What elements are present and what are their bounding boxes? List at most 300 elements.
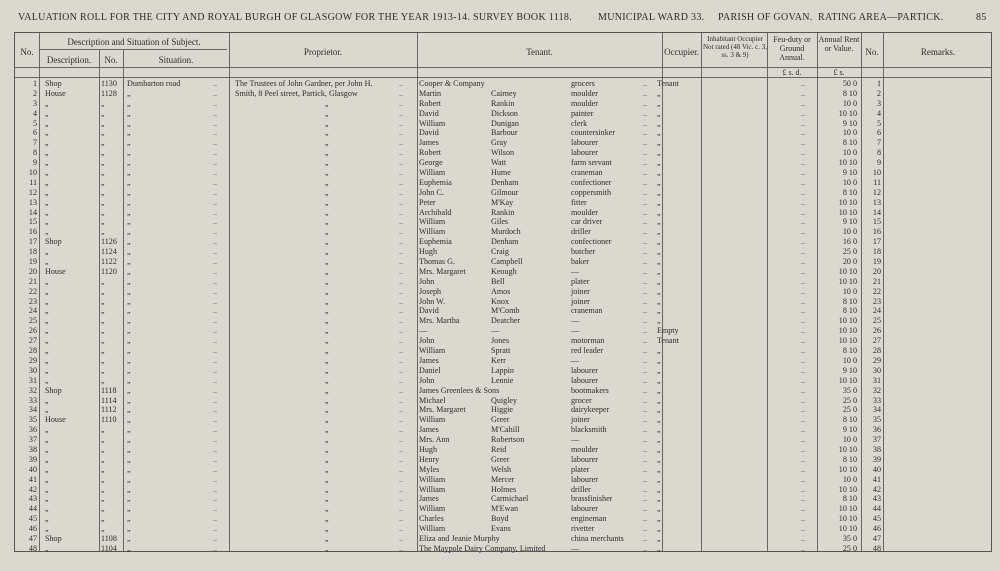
tenant-surname: Higgie [491,405,514,415]
entry-number-right: 12 [872,187,881,197]
occupier-status: „ [657,108,661,118]
occupation: labourer [571,474,598,484]
description: „ [45,543,49,553]
occupation: labourer [571,138,598,148]
leader-dots: .. [399,247,404,257]
leader-dots: .. [801,79,806,88]
occupation: dairykeeper [571,405,610,415]
entry-number-right: 48 [872,543,881,553]
leader-dots: .. [399,118,404,128]
description: „ [45,405,49,415]
entry-number-right: 36 [872,425,881,435]
house-number: 1114 [101,395,117,405]
col-occupier: Occupier. [664,47,699,57]
occupation: motorman [571,336,605,346]
description: „ [45,168,49,178]
proprietor-cell: „ [325,375,329,385]
occupation: joiner [571,296,590,306]
annual-rent: 9 10 [842,425,857,435]
leader-dots: .. [399,316,404,326]
house-number: „ [101,504,105,514]
leader-dots: .. [801,168,806,178]
situation: „ [127,257,131,267]
tenant-first-name: Mrs. Margaret [419,266,466,276]
entry-number: 34 [28,405,37,415]
annual-rent: 25 0 [842,405,857,415]
occupier-status: „ [657,197,661,207]
entry-number-right: 13 [872,197,881,207]
tenant-first-name: William [419,217,446,227]
occupier-status: „ [657,306,661,316]
occupation: brassfinisher [571,494,613,504]
tenant-first-name: David [419,128,439,138]
leader-dots: .. [213,207,218,217]
entry-number-right: 4 [876,108,881,118]
leader-dots: .. [399,237,404,247]
leader-dots: .. [643,158,648,168]
proprietor-cell: „ [325,177,329,187]
occupier-status: „ [657,276,661,286]
municipal-ward: MUNICIPAL WARD 33. [598,12,705,23]
leader-dots: .. [801,257,806,267]
entry-number: 8 [32,148,37,158]
entry-number: 6 [32,128,37,138]
leader-dots: .. [213,227,218,237]
entry-number-right: 46 [872,524,881,534]
roll-table [14,32,992,552]
entry-number: 9 [32,158,37,168]
leader-dots: .. [213,533,218,543]
leader-dots: .. [213,444,218,454]
situation: „ [127,336,131,346]
situation: „ [127,355,131,365]
occupier-status: „ [657,207,661,217]
leader-dots: .. [643,266,648,276]
leader-dots: .. [801,365,806,375]
table-row [15,208,993,218]
occupier-status: „ [657,395,661,405]
leader-dots: .. [801,494,806,504]
leader-dots: .. [643,128,648,138]
leader-dots: .. [643,454,648,464]
house-number: „ [101,524,105,534]
leader-dots: .. [213,197,218,207]
tenant-first-name: Henry [419,454,440,464]
entry-number: 5 [32,118,37,128]
leader-dots: .. [801,88,806,98]
leader-dots: .. [399,296,404,306]
situation: „ [127,247,131,257]
table-row [15,287,993,297]
occupier-status: „ [657,514,661,524]
tenant-first-name: Peter [419,197,436,207]
situation: „ [127,435,131,445]
tenant-first-name: Cooper & Company [419,79,485,88]
tenant-first-name: Charles [419,514,444,524]
entry-number: 44 [28,504,37,514]
occupier-status: „ [657,415,661,425]
description: „ [45,464,49,474]
annual-rent: 10 10 [838,524,857,534]
occupation: moulder [571,98,598,108]
description: „ [45,247,49,257]
situation: „ [127,365,131,375]
entry-number: 32 [28,385,37,395]
house-number: 1130 [101,79,117,88]
house-number: „ [101,454,105,464]
situation: „ [127,395,131,405]
entry-number-right: 20 [872,266,881,276]
leader-dots: .. [643,336,648,346]
leader-dots: .. [801,237,806,247]
situation: „ [127,286,131,296]
situation: „ [127,316,131,326]
entry-number-right: 1 [876,79,881,88]
leader-dots: .. [643,207,648,217]
entry-number-right: 29 [872,355,881,365]
leader-dots: .. [801,464,806,474]
table-row [15,267,993,277]
entry-number: 16 [28,227,37,237]
leader-dots: .. [643,187,648,197]
entry-number-right: 42 [872,484,881,494]
entry-number-right: 5 [876,118,881,128]
house-number: „ [101,98,105,108]
occupier-status: „ [657,98,661,108]
description: Shop [45,79,62,88]
occupation: plater [571,464,590,474]
occupation: moulder [571,444,598,454]
col-no2: No. [104,55,118,65]
leader-dots: .. [213,425,218,435]
occupier-status: „ [657,533,661,543]
entry-number-right: 9 [876,158,881,168]
entry-number-right: 39 [872,454,881,464]
house-number: „ [101,306,105,316]
entry-number: 25 [28,316,37,326]
leader-dots: .. [399,474,404,484]
leader-dots: .. [801,355,806,365]
occupation: joiner [571,286,590,296]
tenant-first-name: James [419,138,439,148]
table-row [15,138,993,148]
entry-number-right: 8 [876,148,881,158]
tenant-first-name: Eliza and Jeanie Murphy [419,533,500,543]
house-number: „ [101,494,105,504]
proprietor-cell: „ [325,296,329,306]
table-row [15,109,993,119]
tenant-surname: Rankin [491,207,515,217]
annual-rent: 10 10 [838,464,857,474]
leader-dots: .. [801,177,806,187]
proprietor-cell: „ [325,415,329,425]
tenant-first-name: William [419,484,446,494]
leader-dots: .. [399,504,404,514]
survey-book: SURVEY BOOK 1118. [473,12,573,23]
leader-dots: .. [801,138,806,148]
leader-dots: .. [213,257,218,267]
proprietor-cell: „ [325,158,329,168]
leader-dots: .. [643,385,648,395]
situation: „ [127,504,131,514]
leader-dots: .. [399,524,404,534]
leader-dots: .. [801,247,806,257]
description: „ [45,395,49,405]
leader-dots: .. [643,217,648,227]
table-row [15,366,993,376]
leader-dots: .. [643,108,648,118]
leader-dots: .. [213,237,218,247]
tenant-first-name: William [419,227,446,237]
entry-number-right: 14 [872,207,881,217]
leader-dots: .. [643,395,648,405]
description: „ [45,494,49,504]
entry-number: 45 [28,514,37,524]
tenant-first-name: David [419,108,439,118]
annual-rent: 8 10 [842,187,857,197]
house-number: „ [101,148,105,158]
leader-dots: .. [399,365,404,375]
leader-dots: .. [399,88,404,98]
occupier-status: „ [657,405,661,415]
table-row [15,326,993,336]
entry-number-right: 15 [872,217,881,227]
table-row [15,198,993,208]
page-number: 85 [976,12,987,23]
annual-rent: 8 10 [842,138,857,148]
occupier-status: Tenant [657,79,679,88]
leader-dots: .. [213,375,218,385]
annual-rent: 8 10 [842,306,857,316]
proprietor-cell: „ [325,187,329,197]
entry-number-right: 26 [872,326,881,336]
leader-dots: .. [213,217,218,227]
leader-dots: .. [213,128,218,138]
leader-dots: .. [801,128,806,138]
annual-rent: 10 10 [838,158,857,168]
house-number: „ [101,464,105,474]
occupier-status: „ [657,158,661,168]
tenant-first-name: Robert [419,98,442,108]
proprietor-cell: „ [325,385,329,395]
leader-dots: .. [213,385,218,395]
entry-number: 12 [28,187,37,197]
house-number: 1110 [101,415,117,425]
description: „ [45,286,49,296]
annual-rent: 10 10 [838,108,857,118]
occupation: moulder [571,207,598,217]
tenant-surname: Evans [491,524,511,534]
annual-rent: 9 10 [842,217,857,227]
occupier-status: „ [657,138,661,148]
leader-dots: .. [801,207,806,217]
annual-rent: 8 10 [842,346,857,356]
tenant-surname: Amos [491,286,511,296]
entry-number: 13 [28,197,37,207]
annual-rent: 10 0 [842,128,857,138]
leader-dots: .. [399,306,404,316]
annual-rent: 35 0 [842,385,857,395]
entry-number: 23 [28,296,37,306]
occupier-status: „ [657,247,661,257]
tenant-surname: Jones [491,336,509,346]
table-row [15,277,993,287]
leader-dots: .. [399,148,404,158]
house-number: 1128 [101,88,117,98]
occupation: grocer [571,395,592,405]
tenant-surname: Watt [491,158,507,168]
leader-dots: .. [643,227,648,237]
leader-dots: .. [213,365,218,375]
leader-dots: .. [399,276,404,286]
situation: „ [127,474,131,484]
leader-dots: .. [643,98,648,108]
leader-dots: .. [643,237,648,247]
occupation: rivetter [571,524,595,534]
entry-number: 33 [28,395,37,405]
situation: „ [127,276,131,286]
leader-dots: .. [643,177,648,187]
occupier-status: „ [657,88,661,98]
leader-dots: .. [399,79,404,88]
table-row [15,128,993,138]
table-row [15,514,993,524]
leader-dots: .. [399,395,404,405]
house-number: „ [101,326,105,336]
entry-number: 24 [28,306,37,316]
description: „ [45,276,49,286]
leader-dots: .. [399,197,404,207]
occupier-status: „ [657,177,661,187]
leader-dots: .. [213,276,218,286]
tenant-first-name: John [419,375,435,385]
col-situation: Situation. [158,55,194,65]
entry-number: 31 [28,375,37,385]
house-number: „ [101,296,105,306]
entry-number-right: 19 [872,257,881,267]
annual-rent: 10 10 [838,197,857,207]
occupation: labourer [571,365,598,375]
table-row [15,217,993,227]
proprietor-cell: „ [325,247,329,257]
situation: „ [127,148,131,158]
entry-number: 21 [28,276,37,286]
occupation: butcher [571,247,596,257]
occupation: farm servant [571,158,612,168]
entry-number: 7 [32,138,37,148]
tenant-surname: Gilmour [491,187,519,197]
occupation: — [571,355,580,365]
entry-number-right: 32 [872,385,881,395]
leader-dots: .. [399,168,404,178]
occupation: — [571,543,580,553]
proprietor-cell: „ [325,108,329,118]
proprietor-cell: „ [325,346,329,356]
leader-dots: .. [399,355,404,365]
proprietor-cell: „ [325,395,329,405]
house-number: „ [101,217,105,227]
leader-dots: .. [801,187,806,197]
leader-dots: .. [399,454,404,464]
leader-dots: .. [399,425,404,435]
tenant-first-name: Mrs. Martha [419,316,460,326]
description: „ [45,227,49,237]
leader-dots: .. [399,435,404,445]
table-row [15,336,993,346]
leader-dots: .. [643,504,648,514]
description: „ [45,336,49,346]
occupation: clerk [571,118,588,128]
entry-number: 46 [28,524,37,534]
entry-number-right: 16 [872,227,881,237]
situation: „ [127,128,131,138]
tenant-surname: Greer [491,415,510,425]
annual-rent: 10 10 [838,336,857,346]
leader-dots: .. [213,79,218,88]
leader-dots: .. [399,385,404,395]
occupier-status: „ [657,296,661,306]
parish: PARISH OF GOVAN. [718,12,813,23]
description: Shop [45,237,62,247]
table-row [15,257,993,267]
proprietor-cell: „ [325,257,329,267]
house-number: „ [101,158,105,168]
entry-number: 28 [28,346,37,356]
entry-number-right: 3 [876,98,881,108]
occupation: craneman [571,306,603,316]
situation: „ [127,464,131,474]
col-rent: Annual Rent or Value. [818,35,860,53]
occupation: labourer [571,375,598,385]
table-row [15,504,993,514]
description: „ [45,177,49,187]
description: Shop [45,533,62,543]
occupation: red leader [571,346,604,356]
leader-dots: .. [213,266,218,276]
proprietor-cell: „ [325,514,329,524]
occupier-status: „ [657,474,661,484]
house-number: 1118 [101,385,117,395]
entry-number-right: 10 [872,168,881,178]
tenant-surname: Holmes [491,484,517,494]
tenant-surname: Spratt [491,346,511,356]
proprietor-cell: „ [325,266,329,276]
tenant-first-name: Hugh [419,247,437,257]
occupier-status: „ [657,237,661,247]
annual-rent: 35 0 [842,533,857,543]
house-number: „ [101,227,105,237]
annual-rent: 8 10 [842,88,857,98]
tenant-surname: Kerr [491,355,506,365]
house-number: 1104 [101,543,117,553]
occupation: painter [571,108,594,118]
col-remarks: Remarks. [920,47,956,57]
leader-dots: .. [643,405,648,415]
house-number: „ [101,187,105,197]
table-row [15,534,993,544]
proprietor-cell: „ [325,336,329,346]
entry-number-right: 2 [876,88,881,98]
description: „ [45,375,49,385]
tenant-surname: Reid [491,444,507,454]
proprietor-cell: „ [325,276,329,286]
leader-dots: .. [801,108,806,118]
leader-dots: .. [801,425,806,435]
leader-dots: .. [213,306,218,316]
house-number: 1126 [101,237,117,247]
occupation: moulder [571,88,598,98]
occupier-status: „ [657,543,661,553]
